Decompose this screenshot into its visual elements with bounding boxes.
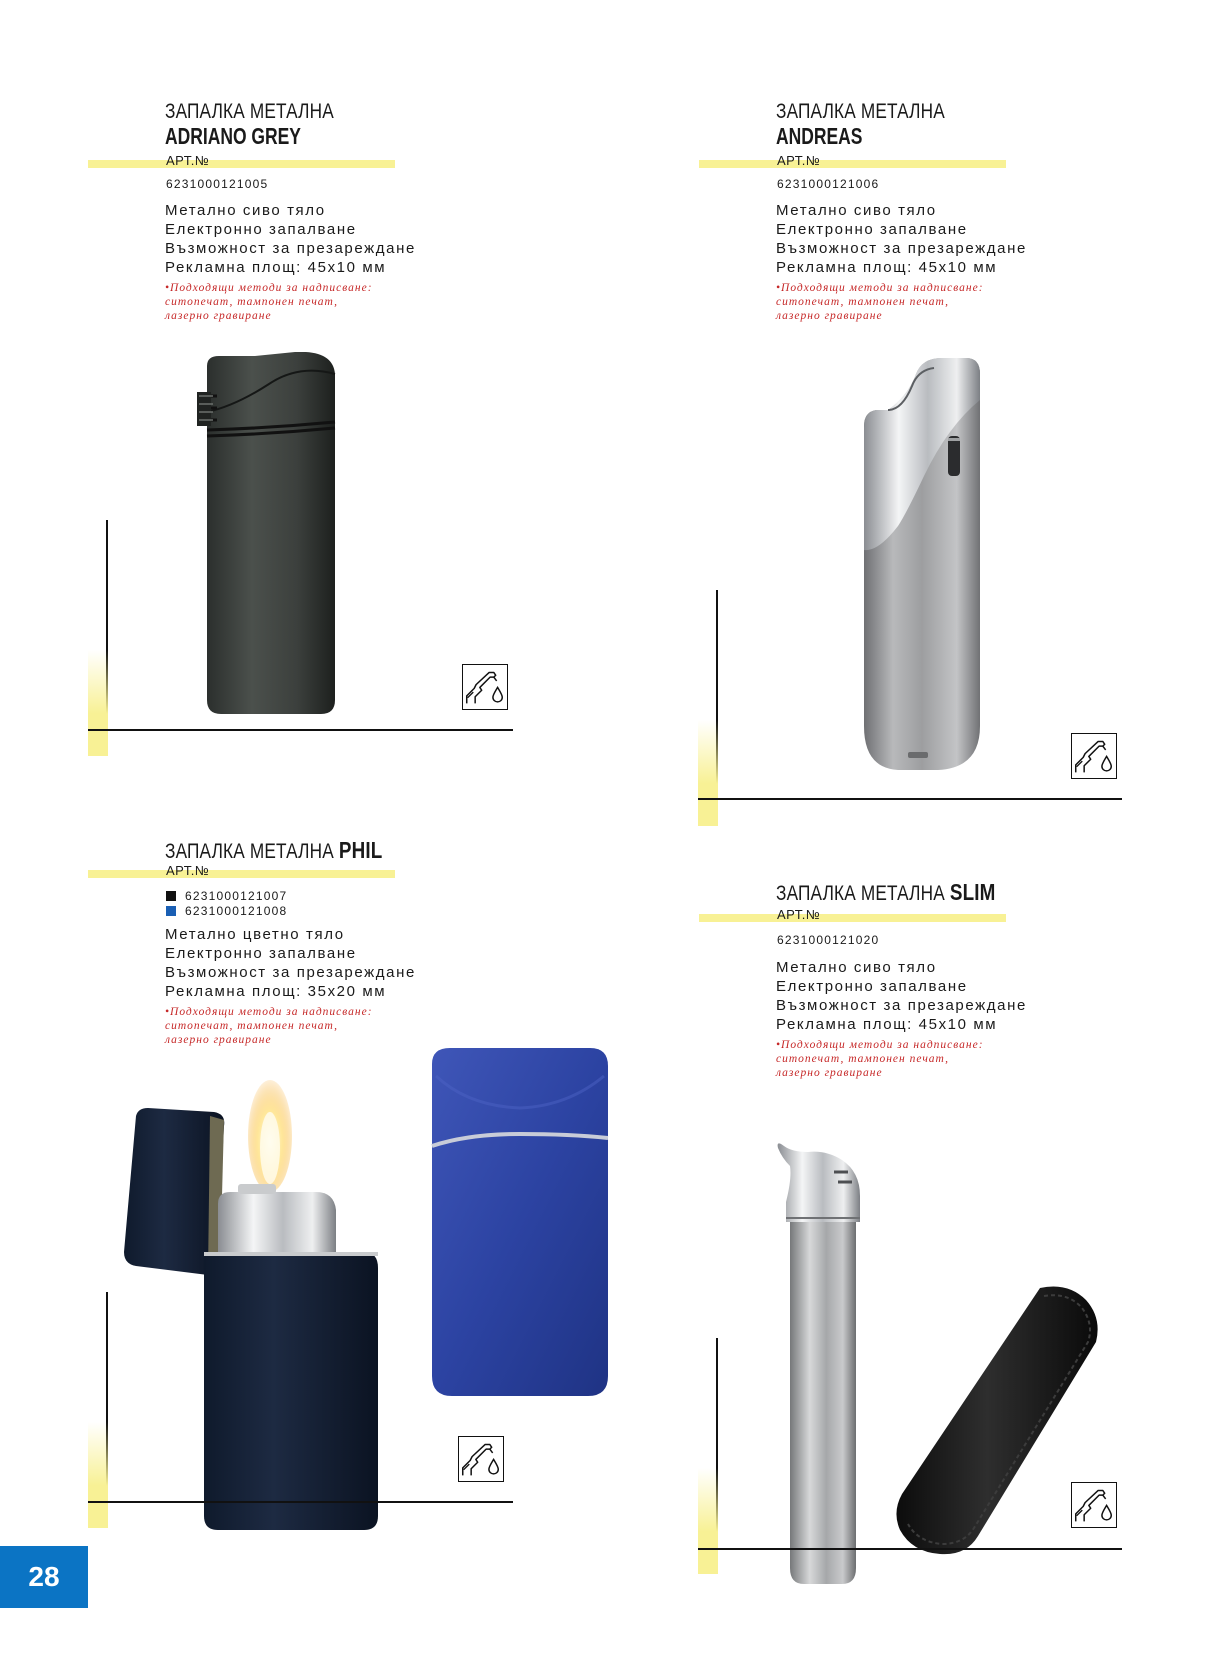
yellow-fade-accent <box>698 720 718 826</box>
color-swatch-blue <box>166 906 176 916</box>
frame-horizontal-line <box>88 1501 513 1503</box>
spec-line: Възможност за презареждане <box>165 240 416 257</box>
engraving-note: лазерно гравиране <box>776 310 883 322</box>
yellow-accent-bar <box>699 160 1006 168</box>
product-title-name: ANDREAS <box>776 123 863 149</box>
spec-line: Рекламна площ: 45х10 мм <box>776 259 998 276</box>
engraving-note: лазерно гравиране <box>165 1034 272 1046</box>
product-title-prefix: ЗАПАЛКА МЕТАЛНА <box>165 840 334 863</box>
art-number-blue <box>166 904 287 918</box>
refill-icon <box>458 1436 504 1482</box>
engraving-note: •Подходящи методи за надписване: <box>165 282 373 294</box>
spec-line: Рекламна площ: 45х10 мм <box>165 259 387 276</box>
lighter-adriano-image <box>195 352 345 722</box>
engraving-note: ситопечат, тампонен печат, <box>165 1020 339 1032</box>
yellow-fade-accent <box>88 1422 108 1528</box>
product-title <box>165 838 382 864</box>
engraving-note: лазерно гравиране <box>165 310 272 322</box>
yellow-fade-accent <box>88 650 108 756</box>
art-label: АРТ.№ <box>777 153 821 168</box>
spec-line: Метално сиво тяло <box>776 202 937 219</box>
spec-line: Електронно запалване <box>165 945 357 962</box>
frame-horizontal-line <box>88 729 513 731</box>
art-number: 6231000121006 <box>777 177 880 191</box>
art-label: АРТ.№ <box>166 153 210 168</box>
art-number: 6231000121005 <box>166 177 269 191</box>
yellow-accent-bar <box>88 160 395 168</box>
spec-line: Възможност за презареждане <box>776 240 1027 257</box>
lighter-andreas-image <box>858 356 988 776</box>
product-title-prefix: ЗАПАЛКА МЕТАЛНА <box>776 100 945 123</box>
lighter-phil-black-image <box>120 1076 390 1536</box>
engraving-note: ситопечат, тампонен печат, <box>776 296 950 308</box>
art-label: АРТ.№ <box>166 863 210 878</box>
engraving-note: •Подходящи методи за надписване: <box>776 1039 984 1051</box>
product-title-name: ADRIANO GREY <box>165 123 301 149</box>
spec-line: Възможност за презареждане <box>776 997 1027 1014</box>
engraving-note: •Подходящи методи за надписване: <box>776 282 984 294</box>
art-number-black <box>166 889 287 903</box>
lighter-slim-image <box>772 1138 872 1588</box>
spec-line: Електронно запалване <box>165 221 357 238</box>
lighter-phil-blue-image <box>428 1046 612 1406</box>
art-number-text: 6231000121008 <box>185 904 288 918</box>
spec-line: Електронно запалване <box>776 978 968 995</box>
product-title-name: PHIL <box>338 837 383 863</box>
spec-line: Метално сиво тяло <box>165 202 326 219</box>
yellow-accent-bar <box>699 914 1006 922</box>
engraving-note: ситопечат, тампонен печат, <box>776 1053 950 1065</box>
spec-line: Рекламна площ: 45х10 мм <box>776 1016 998 1033</box>
frame-horizontal-line <box>698 798 1122 800</box>
engraving-note: лазерно гравиране <box>776 1067 883 1079</box>
refill-icon <box>1071 733 1117 779</box>
spec-line: Метално цветно тяло <box>165 926 345 943</box>
art-number-text: 6231000121007 <box>185 889 288 903</box>
color-swatch-black <box>166 891 176 901</box>
engraving-note: •Подходящи методи за надписване: <box>165 1006 373 1018</box>
frame-horizontal-line <box>698 1548 1122 1550</box>
refill-icon <box>462 664 508 710</box>
art-label: АРТ.№ <box>777 907 821 922</box>
product-title-prefix: ЗАПАЛКА МЕТАЛНА <box>776 882 945 905</box>
engraving-note: ситопечат, тампонен печат, <box>165 296 339 308</box>
yellow-accent-bar <box>88 870 395 878</box>
spec-line: Възможност за презареждане <box>165 964 416 981</box>
spec-line: Рекламна площ: 35х20 мм <box>165 983 387 1000</box>
yellow-fade-accent <box>698 1468 718 1574</box>
spec-line: Метално сиво тяло <box>776 959 937 976</box>
product-title <box>776 880 996 906</box>
refill-icon <box>1071 1482 1117 1528</box>
product-title-name: SLIM <box>949 879 996 905</box>
art-number: 6231000121020 <box>777 933 880 947</box>
product-title-prefix: ЗАПАЛКА МЕТАЛНА <box>165 100 334 123</box>
spec-line: Електронно запалване <box>776 221 968 238</box>
page-number: 28 <box>0 1546 88 1608</box>
